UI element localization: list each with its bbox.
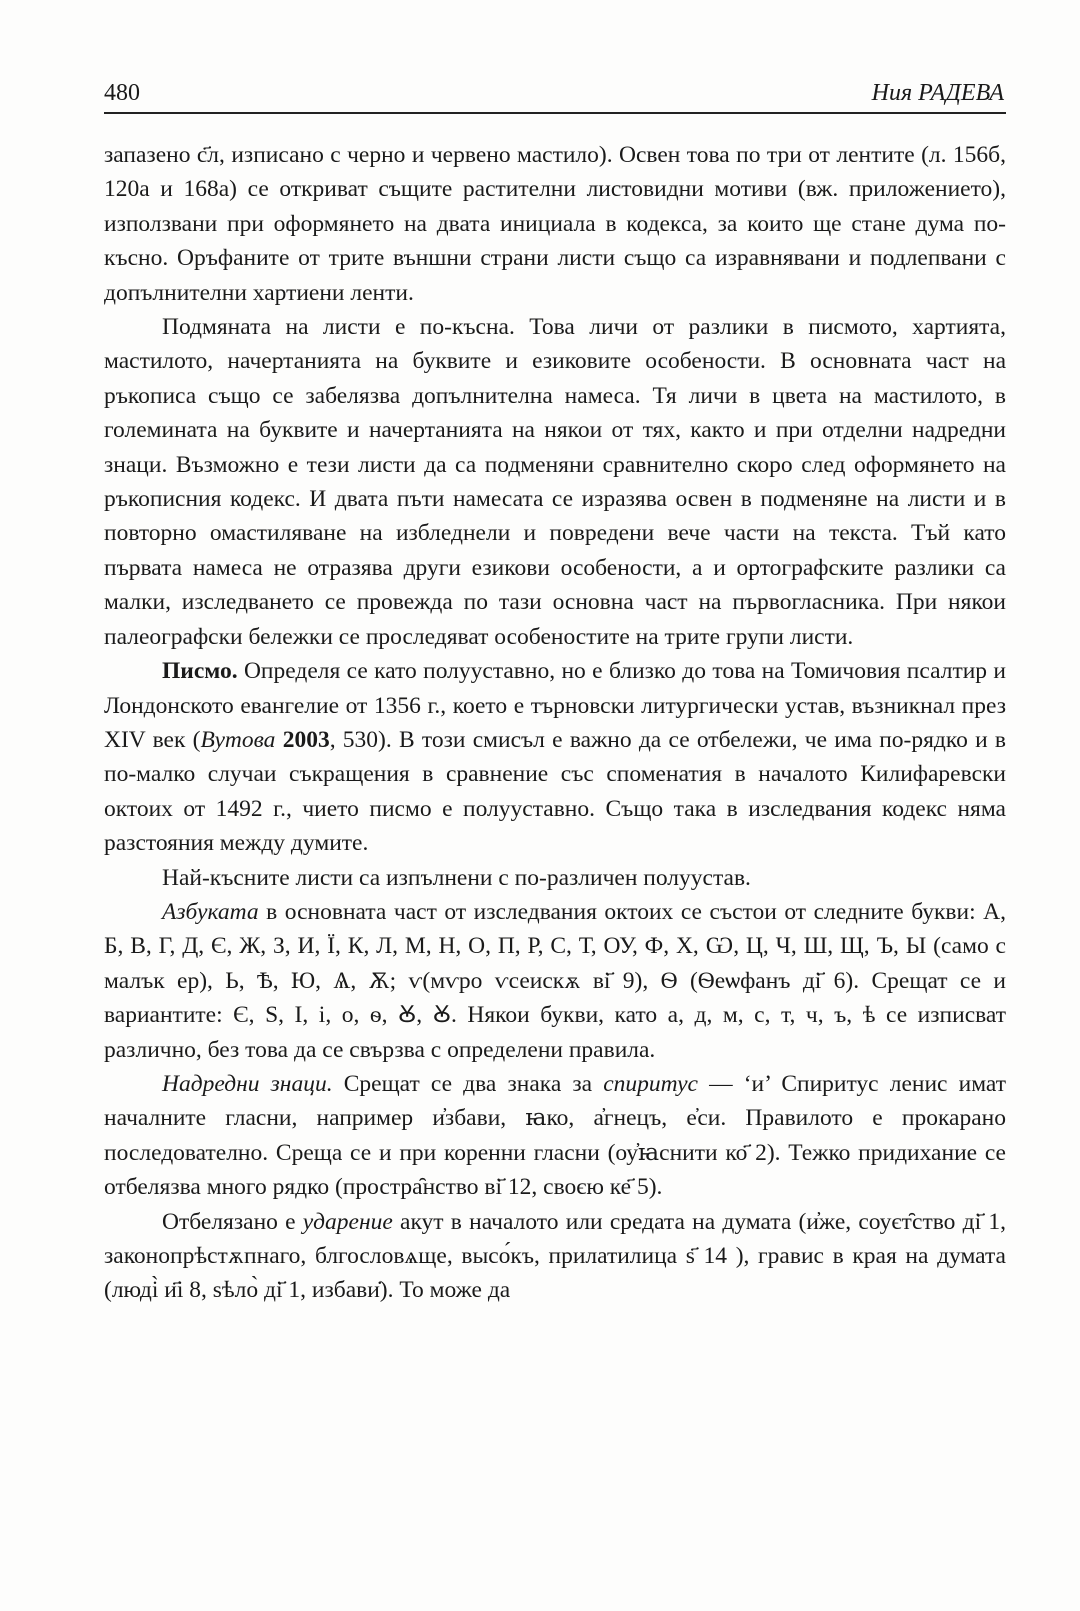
paragraph-6-diacritics: [104, 1067, 1006, 1205]
paragraph-text: в основната част от изследвания октоих се състои от следните букви: А, Б, В, Г, Д, Є, Ж, З, И, Ї, К, Л, М, Н, О, П, Р, С, Т, ОУ, Ф, Х, Ѡ, Ц, Ч, Ш, Щ, Ъ, Ы (само с малък ер), Ь, Ѣ, Ю, Ѧ, Ѫ; ѵ(мѵро ѵсеискѫ ві҃ 9), Ѳ (Ѳеѡфанъ ді҃ 6). Срещат се и вариантите: Є, Ѕ, І, і, о, ѳ, Ꙋ, Ꙋ. Някои букви, като а, д, м, с, т, ч, ъ, ѣ се изписват различно, без това да се свързва с определени правила.: [104, 898, 1006, 1063]
paragraph-text-after: — ‘и’ Спиритус ленис имат началните гласни, например и̓збави, ꙗко, а̓гнецъ, е̓си. Правилото е прокарано последователно. Среща се и при коренни гласни (оу̓ꙗснити ко҃ 2). Тежко придихание се отбелязва много рядко (простра̑нство ві҃ 12, своєю ке҃ 5).: [104, 1070, 1006, 1201]
page-number: 480: [104, 80, 140, 106]
term-italic: спиритус: [603, 1070, 698, 1097]
paragraph-4: [104, 861, 1006, 895]
paragraph-3-script: [104, 654, 1006, 860]
term-italic: ударение: [302, 1208, 393, 1235]
paragraph-7-stress: [104, 1205, 1006, 1308]
running-head-author: Ния РАДЕВА: [871, 80, 1004, 106]
page-header: [104, 72, 1006, 114]
section-lead-italic: Азбуката: [162, 898, 259, 925]
citation-author: Вутова: [200, 726, 276, 753]
paragraph-text-after: акут в началото или средата на думата (и̓же, соуєт̑ство ді҃ 1, законопрѣстѫпнаго, блгословѧще, высо́къ, прилатилица ѕ҃ 14 ), гравис в края на думата (люді̀ и҃і 8, ѕѣло̀ ді҃ 1, избави̇). То може да: [104, 1208, 1006, 1304]
paragraph-text: запазено с҃л, изписано с черно и червено мастило). Освен това по три от лентите (л. 156б, 120а и 168а) се откриват същите растителни листовидни мотиви (вж. приложението), използвани при оформянето на двата инициала в кодекса, за които ще стане дума по-късно. Оръфаните от трите външни страни листи също са изравнявани и подлепвани с допълнителни хартиени ленти.: [104, 142, 1006, 306]
paragraph-text: Срещат се два знака за: [332, 1070, 604, 1097]
paragraph-2: [104, 310, 1006, 654]
paragraph-1: [104, 138, 1006, 310]
paragraph-text: Определя се като полууставно, но е близко до това на Томичовия псалтир и Лондонското евангелие от 1356 г., което е търновски литургически устав, възникнал през XIV век (: [104, 658, 1006, 753]
paragraph-text-after: , 530). В този смисъл е важно да се отбележи, че има по-рядко и в по-малко случаи съкращения в сравнение със споменатия в началото Килифаревски октоих от 1492 г., чието писмо е полууставно. Също така в изследвания кодекс няма разстояния между думите.: [104, 726, 1006, 857]
section-lead-bold: Писмо.: [162, 658, 238, 685]
section-lead-italic: Надредни знаци.: [162, 1070, 333, 1097]
paragraph-text: Отбелязано е: [162, 1208, 303, 1235]
paragraph-text: Най-късните листи са изпълнени с по-различен полуустав.: [162, 864, 751, 891]
paragraph-5-alphabet: [104, 895, 1006, 1067]
citation-year: 2003: [282, 726, 330, 753]
body-text: [104, 138, 1006, 1308]
paragraph-text: Подмяната на листи е по-късна. Това личи от разлики в писмото, хартията, мастилото, начертанията на буквите и езиковите особености. В основната част на ръкописа също се забелязва допълнителна намеса. Тя личи в цвета на мастилото, в големината на буквите и начертанията на някои от тях, както и при отделни надредни знаци. Възможно е тези листи да са подменяни сравнително скоро след оформянето на ръкописния кодекс. И двата пъти намесата се изразява освен в подменяне на листи и в повторно омастиляване на избледнели и повредени вече части на текста. Тъй като първата намеса не отразява други езикови особености, а и ортографските разлики са малки, изследването се провежда по тази основна част на първогласника. При някои палеографски бележки се проследяват особеностите на трите групи листи.: [104, 314, 1006, 650]
